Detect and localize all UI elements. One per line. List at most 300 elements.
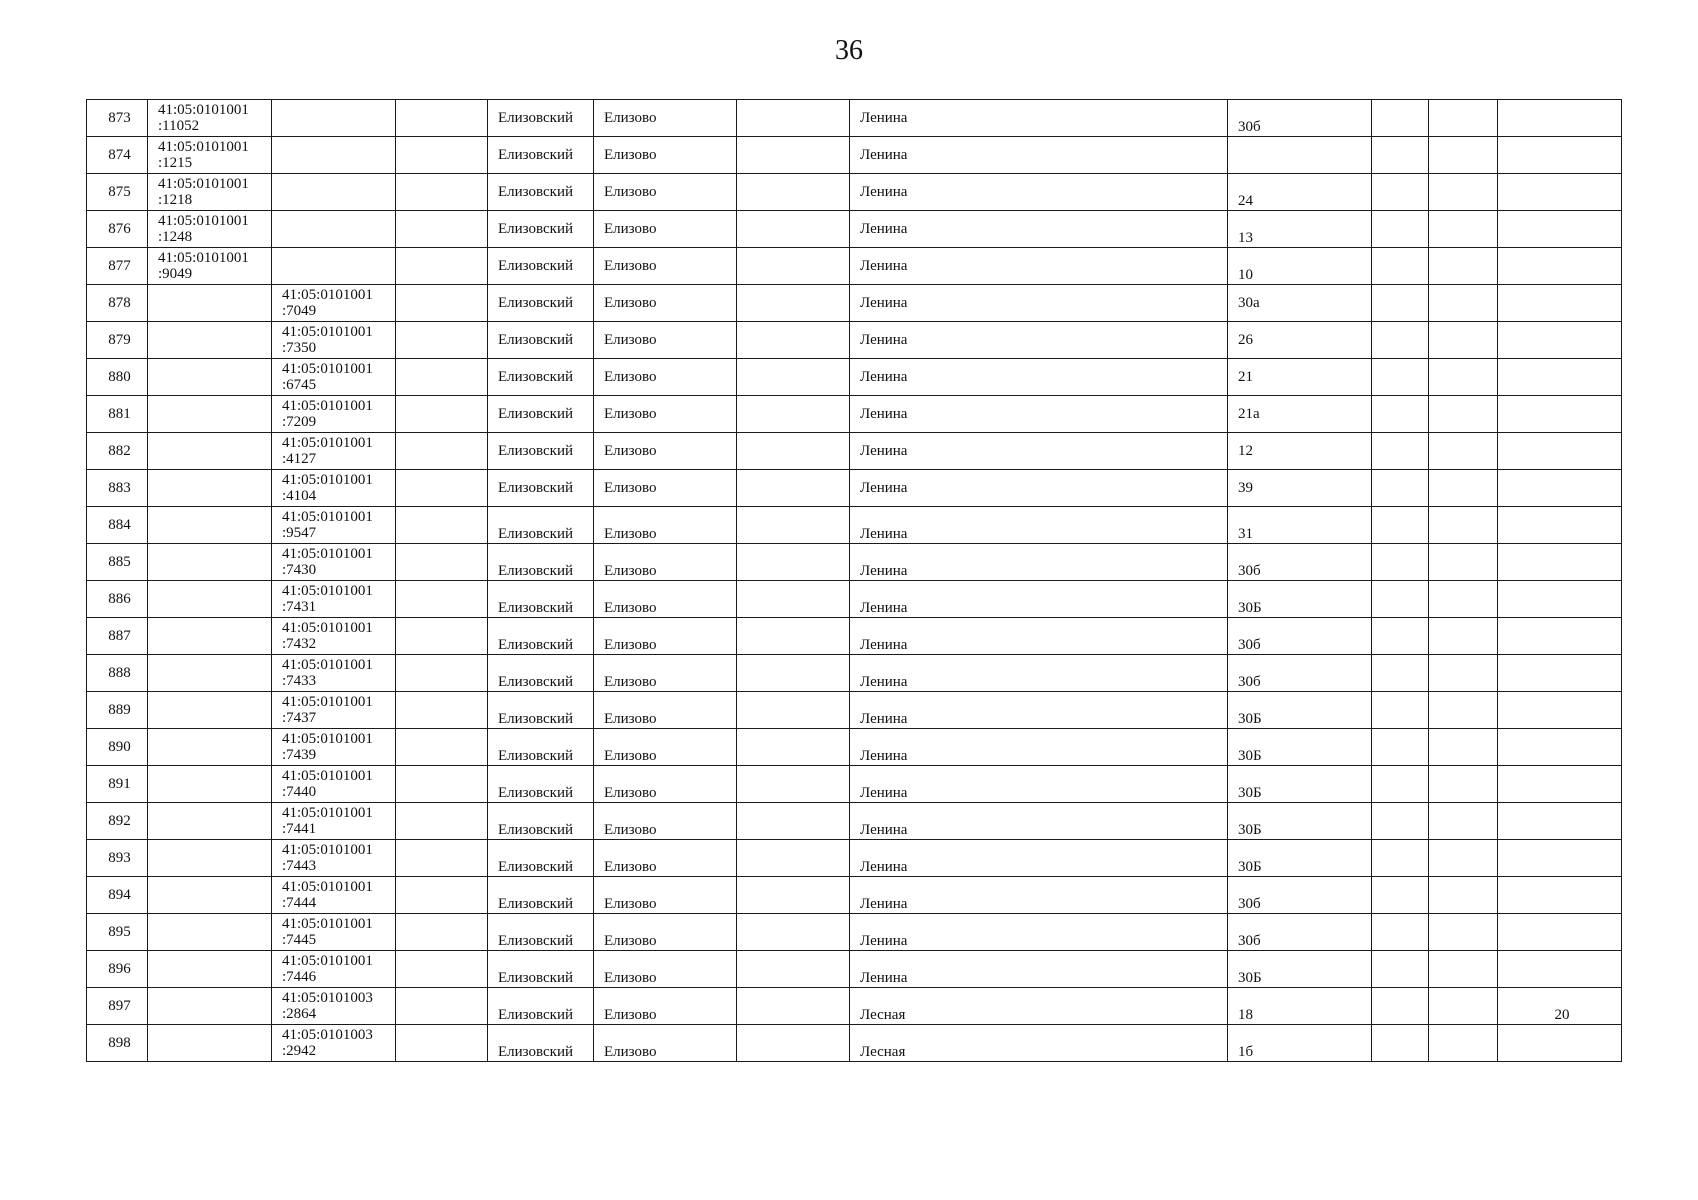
empty-cell [1429, 359, 1498, 396]
empty-cell [1372, 655, 1429, 692]
cadastral-number-1-line: 41:05:0101001 [158, 213, 249, 229]
cadastral-number-2-line: :7350 [282, 340, 317, 356]
cadastral-number-2-line: :6745 [282, 377, 317, 393]
district-cell: Елизовский [488, 211, 594, 248]
empty-cell [737, 137, 850, 174]
address-registry-table [86, 99, 1622, 1062]
district-cell: Елизовский [488, 248, 594, 285]
extra-cell [1498, 840, 1622, 877]
cadastral-number-2 [272, 322, 396, 359]
cadastral-number-1 [148, 544, 272, 581]
cadastral-number-1-line: :1215 [158, 155, 193, 171]
city-cell: Елизово [594, 359, 737, 396]
empty-cell [1372, 359, 1429, 396]
table-row [87, 618, 1622, 655]
street-cell: Ленина [850, 396, 1228, 433]
cadastral-number-2 [272, 840, 396, 877]
house-cell: 21 [1228, 359, 1372, 396]
cadastral-number-1-line: :9049 [158, 266, 193, 282]
district-cell: Елизовский [488, 988, 594, 1025]
empty-cell [1429, 211, 1498, 248]
table-row [87, 766, 1622, 803]
house-cell: 30б [1228, 877, 1372, 914]
extra-cell [1498, 137, 1622, 174]
empty-cell [737, 507, 850, 544]
cadastral-number-1 [148, 100, 272, 137]
empty-cell [1429, 655, 1498, 692]
empty-cell [737, 655, 850, 692]
house-cell: 24 [1228, 174, 1372, 211]
empty-cell [737, 248, 850, 285]
empty-cell [396, 396, 488, 433]
row-number: 873 [87, 100, 148, 137]
empty-cell [737, 988, 850, 1025]
empty-cell [1429, 470, 1498, 507]
table-row [87, 914, 1622, 951]
street-cell: Ленина [850, 470, 1228, 507]
empty-cell [1429, 692, 1498, 729]
cadastral-number-2 [272, 1025, 396, 1062]
table-row [87, 396, 1622, 433]
table-row [87, 359, 1622, 396]
street-cell: Ленина [850, 100, 1228, 137]
district-cell: Елизовский [488, 729, 594, 766]
cadastral-number-1 [148, 877, 272, 914]
district-cell: Елизовский [488, 396, 594, 433]
empty-cell [1429, 137, 1498, 174]
cadastral-number-2-line: :7443 [282, 858, 317, 874]
district-cell: Елизовский [488, 581, 594, 618]
city-cell: Елизово [594, 507, 737, 544]
street-cell: Ленина [850, 803, 1228, 840]
empty-cell [1429, 174, 1498, 211]
cadastral-number-2 [272, 396, 396, 433]
cadastral-number-2-line: :7049 [282, 303, 317, 319]
table-row [87, 840, 1622, 877]
cadastral-number-1 [148, 285, 272, 322]
empty-cell [737, 211, 850, 248]
city-cell: Елизово [594, 803, 737, 840]
house-cell: 30Б [1228, 729, 1372, 766]
empty-cell [737, 433, 850, 470]
empty-cell [1429, 914, 1498, 951]
district-cell: Елизовский [488, 1025, 594, 1062]
city-cell: Елизово [594, 470, 737, 507]
table-row [87, 322, 1622, 359]
cadastral-number-2-line: 41:05:0101001 [282, 583, 373, 599]
house-cell: 31 [1228, 507, 1372, 544]
city-cell: Елизово [594, 433, 737, 470]
extra-cell [1498, 248, 1622, 285]
empty-cell [396, 359, 488, 396]
row-number: 880 [87, 359, 148, 396]
empty-cell [1372, 803, 1429, 840]
row-number: 890 [87, 729, 148, 766]
row-number: 876 [87, 211, 148, 248]
cadastral-number-2 [272, 951, 396, 988]
empty-cell [1429, 840, 1498, 877]
empty-cell [1429, 1025, 1498, 1062]
empty-cell [396, 766, 488, 803]
house-cell: 30Б [1228, 581, 1372, 618]
row-number: 898 [87, 1025, 148, 1062]
table-row [87, 211, 1622, 248]
city-cell: Елизово [594, 729, 737, 766]
empty-cell [396, 137, 488, 174]
cadastral-number-2-line: :7441 [282, 821, 317, 837]
empty-cell [737, 285, 850, 322]
cadastral-number-2-line: 41:05:0101003 [282, 990, 373, 1006]
street-cell: Ленина [850, 137, 1228, 174]
cadastral-number-1 [148, 951, 272, 988]
cadastral-number-2-line: :7439 [282, 747, 317, 763]
row-number: 891 [87, 766, 148, 803]
empty-cell [396, 729, 488, 766]
street-cell: Ленина [850, 248, 1228, 285]
empty-cell [1429, 433, 1498, 470]
cadastral-number-2-line: 41:05:0101001 [282, 916, 373, 932]
city-cell: Елизово [594, 914, 737, 951]
city-cell: Елизово [594, 248, 737, 285]
empty-cell [737, 840, 850, 877]
empty-cell [396, 1025, 488, 1062]
empty-cell [737, 581, 850, 618]
empty-cell [737, 544, 850, 581]
extra-cell [1498, 433, 1622, 470]
house-cell: 30Б [1228, 692, 1372, 729]
empty-cell [396, 914, 488, 951]
extra-cell [1498, 470, 1622, 507]
row-number: 896 [87, 951, 148, 988]
table-row [87, 544, 1622, 581]
empty-cell [396, 988, 488, 1025]
district-cell: Елизовский [488, 655, 594, 692]
city-cell: Елизово [594, 100, 737, 137]
cadastral-number-2-line: 41:05:0101001 [282, 287, 373, 303]
row-number: 883 [87, 470, 148, 507]
empty-cell [1372, 877, 1429, 914]
street-cell: Ленина [850, 618, 1228, 655]
empty-cell [1372, 137, 1429, 174]
house-cell: 30б [1228, 100, 1372, 137]
house-cell: 12 [1228, 433, 1372, 470]
cadastral-number-2 [272, 581, 396, 618]
empty-cell [1429, 507, 1498, 544]
cadastral-number-1 [148, 470, 272, 507]
empty-cell [396, 433, 488, 470]
empty-cell [396, 544, 488, 581]
street-cell: Ленина [850, 766, 1228, 803]
cadastral-number-1 [148, 396, 272, 433]
district-cell: Елизовский [488, 544, 594, 581]
district-cell: Елизовский [488, 359, 594, 396]
street-cell: Ленина [850, 544, 1228, 581]
cadastral-number-1 [148, 248, 272, 285]
district-cell: Елизовский [488, 914, 594, 951]
table-row [87, 285, 1622, 322]
extra-cell [1498, 618, 1622, 655]
extra-cell [1498, 766, 1622, 803]
empty-cell [396, 507, 488, 544]
city-cell: Елизово [594, 174, 737, 211]
extra-cell [1498, 507, 1622, 544]
extra-cell [1498, 1025, 1622, 1062]
house-cell: 30б [1228, 618, 1372, 655]
row-number: 895 [87, 914, 148, 951]
city-cell: Елизово [594, 137, 737, 174]
empty-cell [737, 618, 850, 655]
empty-cell [737, 470, 850, 507]
row-number: 887 [87, 618, 148, 655]
empty-cell [1429, 322, 1498, 359]
cadastral-number-1-line: 41:05:0101001 [158, 102, 249, 118]
extra-cell [1498, 581, 1622, 618]
table-row [87, 951, 1622, 988]
cadastral-number-2-line: 41:05:0101001 [282, 361, 373, 377]
street-cell: Ленина [850, 951, 1228, 988]
cadastral-number-2-line: :4104 [282, 488, 317, 504]
empty-cell [1372, 1025, 1429, 1062]
row-number: 879 [87, 322, 148, 359]
cadastral-number-1 [148, 359, 272, 396]
district-cell: Елизовский [488, 507, 594, 544]
empty-cell [737, 359, 850, 396]
district-cell: Елизовский [488, 470, 594, 507]
city-cell: Елизово [594, 655, 737, 692]
cadastral-number-2 [272, 470, 396, 507]
street-cell: Ленина [850, 692, 1228, 729]
cadastral-number-2 [272, 544, 396, 581]
cadastral-number-2-line: :7445 [282, 932, 317, 948]
street-cell: Ленина [850, 877, 1228, 914]
row-number: 889 [87, 692, 148, 729]
extra-cell [1498, 359, 1622, 396]
table-row [87, 100, 1622, 137]
street-cell: Ленина [850, 322, 1228, 359]
cadastral-number-2-line: 41:05:0101001 [282, 472, 373, 488]
empty-cell [1429, 803, 1498, 840]
extra-cell [1498, 396, 1622, 433]
city-cell: Елизово [594, 988, 737, 1025]
empty-cell [1372, 692, 1429, 729]
empty-cell [396, 248, 488, 285]
empty-cell [1429, 581, 1498, 618]
empty-cell [1429, 988, 1498, 1025]
empty-cell [737, 729, 850, 766]
house-cell [1228, 137, 1372, 174]
empty-cell [396, 877, 488, 914]
cadastral-number-2 [272, 248, 396, 285]
table-row [87, 507, 1622, 544]
row-number: 886 [87, 581, 148, 618]
empty-cell [396, 100, 488, 137]
empty-cell [396, 692, 488, 729]
row-number: 893 [87, 840, 148, 877]
row-number: 874 [87, 137, 148, 174]
empty-cell [1429, 396, 1498, 433]
cadastral-number-2 [272, 211, 396, 248]
empty-cell [396, 655, 488, 692]
extra-cell [1498, 729, 1622, 766]
empty-cell [1429, 618, 1498, 655]
extra-cell [1498, 174, 1622, 211]
street-cell: Ленина [850, 211, 1228, 248]
cadastral-number-2-line: 41:05:0101001 [282, 324, 373, 340]
cadastral-number-2-line: :7440 [282, 784, 317, 800]
empty-cell [396, 581, 488, 618]
district-cell: Елизовский [488, 803, 594, 840]
city-cell: Елизово [594, 285, 737, 322]
street-cell: Ленина [850, 914, 1228, 951]
cadastral-number-2-line: 41:05:0101001 [282, 879, 373, 895]
cadastral-number-2 [272, 729, 396, 766]
city-cell: Елизово [594, 322, 737, 359]
cadastral-number-2-line: 41:05:0101001 [282, 694, 373, 710]
district-cell: Елизовский [488, 877, 594, 914]
cadastral-number-1 [148, 840, 272, 877]
empty-cell [1372, 988, 1429, 1025]
empty-cell [1372, 951, 1429, 988]
empty-cell [396, 470, 488, 507]
district-cell: Елизовский [488, 174, 594, 211]
cadastral-number-2-line: 41:05:0101001 [282, 509, 373, 525]
empty-cell [1372, 285, 1429, 322]
house-cell: 30б [1228, 914, 1372, 951]
cadastral-number-2-line: 41:05:0101001 [282, 435, 373, 451]
empty-cell [396, 951, 488, 988]
cadastral-number-1 [148, 433, 272, 470]
cadastral-number-1 [148, 655, 272, 692]
cadastral-number-1 [148, 1025, 272, 1062]
cadastral-number-1 [148, 988, 272, 1025]
street-cell: Ленина [850, 433, 1228, 470]
cadastral-number-2-line: :7433 [282, 673, 317, 689]
city-cell: Елизово [594, 618, 737, 655]
empty-cell [737, 1025, 850, 1062]
registry-body [87, 100, 1622, 1062]
empty-cell [396, 174, 488, 211]
city-cell: Елизово [594, 766, 737, 803]
empty-cell [1429, 248, 1498, 285]
row-number: 877 [87, 248, 148, 285]
cadastral-number-1-line: 41:05:0101001 [158, 250, 249, 266]
extra-cell [1498, 951, 1622, 988]
empty-cell [1372, 507, 1429, 544]
extra-cell [1498, 914, 1622, 951]
house-cell: 30Б [1228, 951, 1372, 988]
extra-cell [1498, 211, 1622, 248]
empty-cell [1372, 211, 1429, 248]
street-cell: Ленина [850, 840, 1228, 877]
city-cell: Елизово [594, 692, 737, 729]
cadastral-number-2 [272, 655, 396, 692]
empty-cell [737, 877, 850, 914]
extra-cell [1498, 803, 1622, 840]
cadastral-number-2-line: 41:05:0101001 [282, 731, 373, 747]
table-row [87, 877, 1622, 914]
city-cell: Елизово [594, 840, 737, 877]
empty-cell [1372, 544, 1429, 581]
empty-cell [737, 692, 850, 729]
street-cell: Ленина [850, 655, 1228, 692]
cadastral-number-1 [148, 507, 272, 544]
row-number: 882 [87, 433, 148, 470]
empty-cell [737, 100, 850, 137]
empty-cell [737, 951, 850, 988]
cadastral-number-2 [272, 766, 396, 803]
cadastral-number-2-line: 41:05:0101001 [282, 398, 373, 414]
row-number: 884 [87, 507, 148, 544]
row-number: 892 [87, 803, 148, 840]
house-cell: 30Б [1228, 803, 1372, 840]
district-cell: Елизовский [488, 285, 594, 322]
street-cell: Ленина [850, 174, 1228, 211]
cadastral-number-2 [272, 359, 396, 396]
district-cell: Елизовский [488, 433, 594, 470]
empty-cell [396, 211, 488, 248]
row-number: 897 [87, 988, 148, 1025]
empty-cell [1372, 766, 1429, 803]
cadastral-number-2-line: :7446 [282, 969, 317, 985]
cadastral-number-2-line: 41:05:0101001 [282, 546, 373, 562]
house-cell: 1б [1228, 1025, 1372, 1062]
cadastral-number-2 [272, 803, 396, 840]
district-cell: Елизовский [488, 692, 594, 729]
house-cell: 30б [1228, 544, 1372, 581]
empty-cell [1372, 396, 1429, 433]
empty-cell [737, 766, 850, 803]
cadastral-number-1 [148, 618, 272, 655]
city-cell: Елизово [594, 544, 737, 581]
house-cell: 30Б [1228, 766, 1372, 803]
district-cell: Елизовский [488, 137, 594, 174]
empty-cell [1372, 174, 1429, 211]
cadastral-number-1 [148, 581, 272, 618]
table-row [87, 692, 1622, 729]
extra-cell [1498, 322, 1622, 359]
empty-cell [1429, 100, 1498, 137]
cadastral-number-2-line: :9547 [282, 525, 317, 541]
table-row [87, 729, 1622, 766]
house-cell: 10 [1228, 248, 1372, 285]
city-cell: Елизово [594, 1025, 737, 1062]
table-row [87, 988, 1622, 1025]
empty-cell [1372, 729, 1429, 766]
cadastral-number-2 [272, 100, 396, 137]
empty-cell [1429, 766, 1498, 803]
house-cell: 13 [1228, 211, 1372, 248]
district-cell: Елизовский [488, 618, 594, 655]
cadastral-number-2 [272, 174, 396, 211]
cadastral-number-2 [272, 285, 396, 322]
empty-cell [1372, 248, 1429, 285]
table-row [87, 655, 1622, 692]
cadastral-number-2 [272, 988, 396, 1025]
cadastral-number-1 [148, 914, 272, 951]
street-cell: Ленина [850, 359, 1228, 396]
cadastral-number-2-line: :7444 [282, 895, 317, 911]
street-cell: Лесная [850, 988, 1228, 1025]
house-cell: 18 [1228, 988, 1372, 1025]
empty-cell [1372, 914, 1429, 951]
cadastral-number-1 [148, 692, 272, 729]
page-number: 36 [835, 35, 863, 66]
extra-cell [1498, 655, 1622, 692]
district-cell: Елизовский [488, 951, 594, 988]
city-cell: Елизово [594, 581, 737, 618]
row-number: 888 [87, 655, 148, 692]
empty-cell [737, 914, 850, 951]
